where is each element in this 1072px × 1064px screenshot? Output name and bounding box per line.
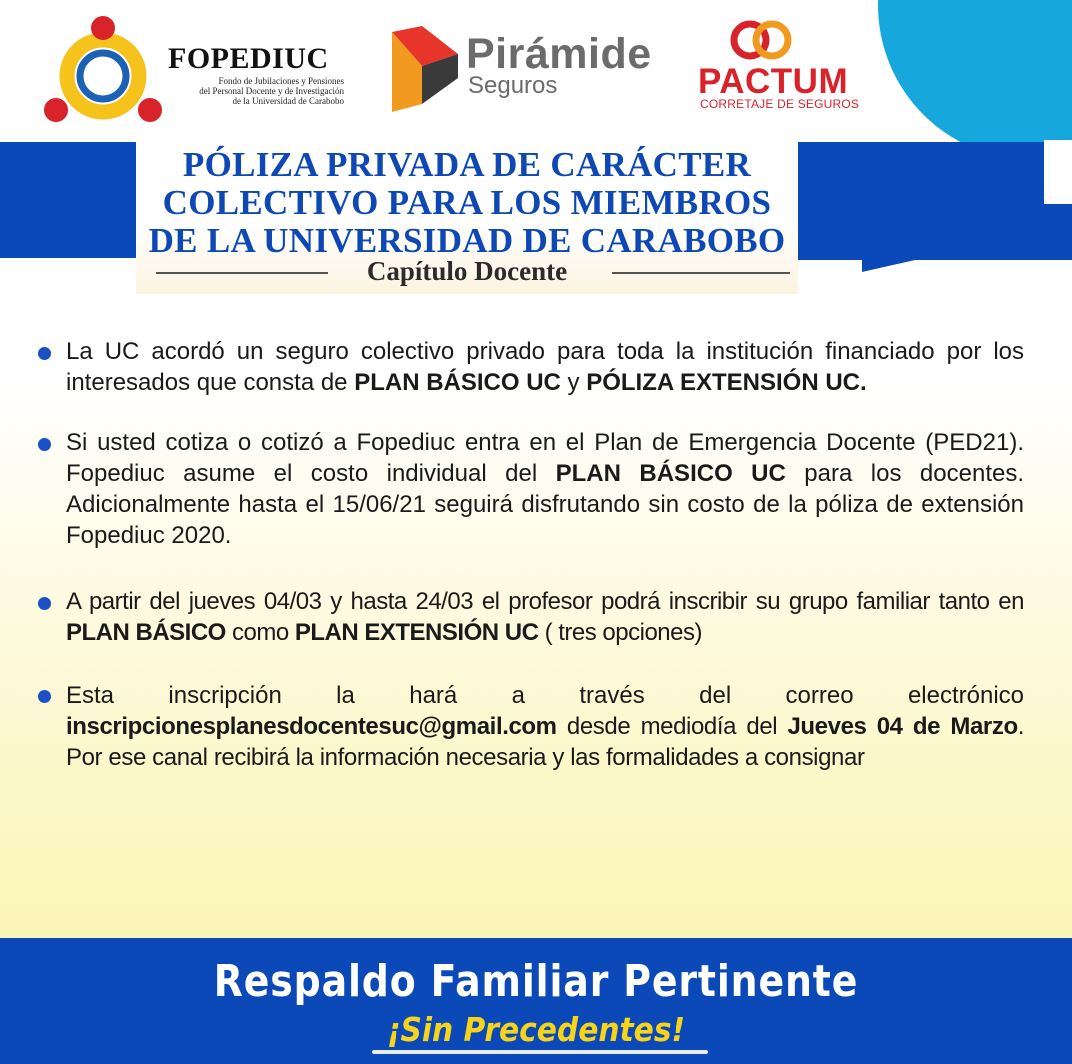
fopediuc-subtitle-line: del Personal Docente y de Investigación <box>199 86 344 96</box>
bold-text: inscripcionesplanesdocentesuc@gmail.com <box>66 713 557 740</box>
bold-text: PÓLIZA EXTENSIÓN UC. <box>586 369 867 396</box>
header-band-left <box>0 142 136 258</box>
fopediuc-subtitle-line: de la Universidad de Carabobo <box>232 96 344 106</box>
bullet-dot-icon <box>38 347 51 360</box>
word: correo <box>785 682 854 709</box>
bullet-text <box>66 427 1024 551</box>
bullet-dot-icon <box>38 597 51 610</box>
bullet-dot-icon <box>38 438 51 451</box>
fopediuc-name: FOPEDIUC <box>168 42 329 75</box>
word: la <box>336 682 355 709</box>
word: través <box>579 682 645 709</box>
bullet-text <box>66 680 1024 773</box>
footer-title: Respaldo Familiar Pertinente <box>213 956 859 1007</box>
header-notch <box>1044 140 1072 204</box>
footer-banner <box>0 938 1072 1064</box>
bullet-text <box>66 336 1024 398</box>
fopediuc-subtitle <box>168 76 344 106</box>
word: inscripción <box>168 682 282 709</box>
bullet-text <box>66 586 1024 648</box>
pactum-subtitle: CORRETAJE DE SEGUROS <box>700 97 860 111</box>
header-band-tail <box>862 258 924 272</box>
title-line: PÓLIZA PRIVADA DE CARÁCTER <box>182 145 752 184</box>
word: hará <box>409 682 458 709</box>
fopediuc-subtitle-line: Fondo de Jubilaciones y Pensiones <box>218 76 344 86</box>
piramide-subtitle: Seguros <box>468 72 558 99</box>
text-segment: A partir del jueves 04/03 y hasta 24/03 el profesor podrá inscribir su grupo familiar tanto en <box>66 588 1024 615</box>
word: Esta <box>66 682 115 709</box>
word: del <box>699 682 732 709</box>
bullet-rest <box>66 711 1024 773</box>
piramide-name: Pirámide <box>466 30 652 78</box>
bold-text: PLAN BÁSICO <box>66 619 226 646</box>
bold-text: PLAN BÁSICO UC <box>354 369 561 396</box>
chapter-label: Capítulo Docente <box>366 256 568 286</box>
bold-text: PLAN BÁSICO UC <box>555 460 786 487</box>
pactum-logo-icon <box>728 18 794 62</box>
decorative-cyan-circle <box>878 0 1072 160</box>
title-box <box>136 142 798 294</box>
text-segment: para los docentes. Adicionalmente hasta el 15/06/21 seguirá disfrutando sin costo de la póliza de extensión Fopediuc 2020. <box>66 460 1025 549</box>
text-segment: . Por ese canal recibirá la información necesaria y las formalidades a consignar <box>66 713 1024 771</box>
footer-subtitle: ¡Sin Precedentes! <box>386 1010 686 1049</box>
chapter-row <box>136 254 798 290</box>
bullet-first-line <box>66 680 1024 711</box>
bold-text: PLAN EXTENSIÓN UC <box>294 619 539 646</box>
pactum-name: PACTUM <box>698 62 849 101</box>
bold-text: Jueves 04 de Marzo <box>787 713 1018 740</box>
title-line: DE LA UNIVERSIDAD DE CARABOBO <box>148 221 786 260</box>
bullet-dot-icon <box>38 690 51 703</box>
word: electrónico <box>907 682 1024 709</box>
text-segment: Si usted cotiza o cotizó a Fopediuc entra en el Plan de Emergencia Docente (PED21). Fopediuc asume el costo individual del <box>66 429 1024 487</box>
fopediuc-logo-icon <box>40 14 166 126</box>
chapter-divider-right <box>612 272 790 274</box>
text-segment: desde mediodía del <box>556 713 788 740</box>
header-band-right <box>796 142 1072 260</box>
word: a <box>511 682 526 709</box>
text-segment: como <box>225 619 295 646</box>
text-segment: y <box>560 369 587 396</box>
text-segment: La UC acordó un seguro colectivo privado para toda la institución financiado por los interesados que consta de <box>66 338 1024 396</box>
text-segment: ( tres opciones) <box>538 619 702 646</box>
title-line: COLECTIVO PARA LOS MIEMBROS <box>162 183 772 222</box>
footer-underline <box>372 1050 708 1054</box>
piramide-logo-icon <box>392 26 458 112</box>
